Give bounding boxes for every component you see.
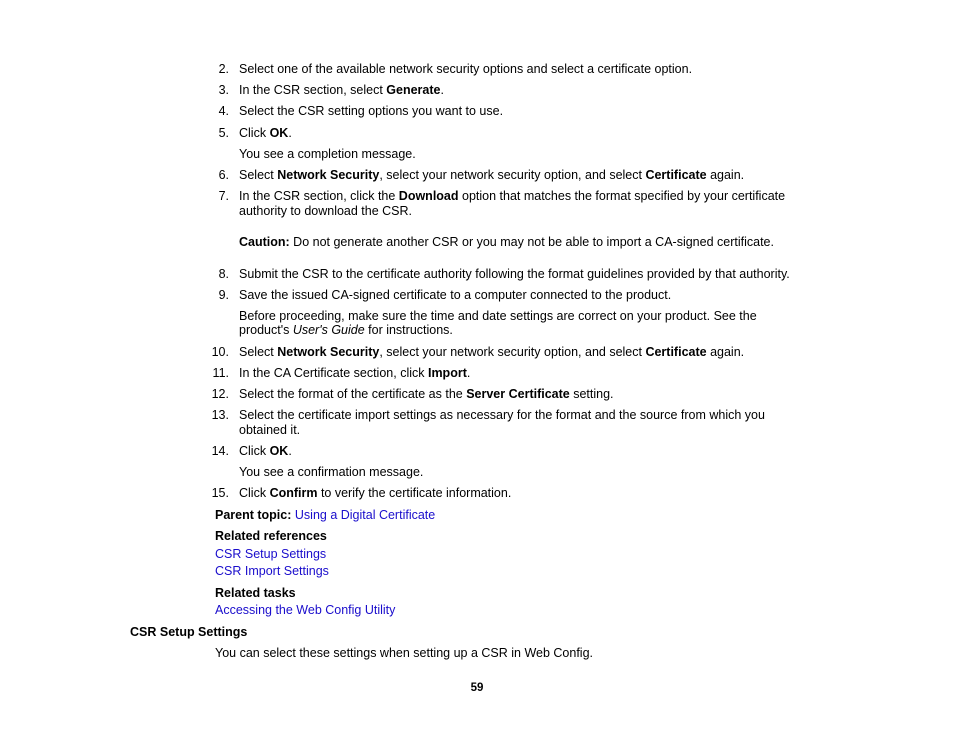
step-text: Select the format of the certificate as the Server Certificate setting. [239,387,614,401]
step-note-continued: product's User's Guide for instructions. [239,323,453,337]
caution-label: Caution: [239,235,290,249]
step-text: Click Confirm to verify the certificate information. [239,486,512,500]
step-text: In the CA Certificate section, click Import. [239,366,471,380]
step-number: 3. [218,83,229,97]
step-text-continued: obtained it. [239,423,301,437]
step-note: You see a completion message. [239,147,416,161]
step-number: 13. [211,408,229,422]
step-text-continued: authority to download the CSR. [239,204,413,218]
step-note: Before proceeding, make sure the time and date settings are correct on your product. See the [239,309,757,323]
step-text: In the CSR section, select Generate. [239,83,444,97]
step-text: Select the certificate import settings as necessary for the format and the source from which you [239,408,765,422]
step-text: Select one of the available network security options and select a certificate option. [239,62,693,76]
step-number: 11. [212,366,229,380]
step-number: 7. [218,189,229,203]
parent-topic-label: Parent topic: [215,508,292,522]
related-reference-link[interactable]: CSR Import Settings [215,564,329,578]
step-number: 10. [211,345,229,359]
step-text: Submit the CSR to the certificate authority following the format guidelines provided by that authority. [239,267,790,281]
step-note: You see a confirmation message. [239,465,424,479]
related-reference-link[interactable]: CSR Setup Settings [215,547,327,561]
step-number: 2. [218,62,229,76]
step-number: 5. [218,126,229,140]
parent-topic [215,508,435,523]
related-task-link[interactable]: Accessing the Web Config Utility [215,603,396,617]
parent-topic-link[interactable]: Using a Digital Certificate [294,508,436,522]
section-intro: You can select these settings when setting up a CSR in Web Config. [215,646,594,660]
step-text: Click OK. [239,126,292,140]
section-heading: CSR Setup Settings [130,625,248,639]
step-text: Save the issued CA-signed certificate to a computer connected to the product. [239,288,672,302]
step-number: 12. [211,387,229,401]
caution-note: Caution: Do not generate another CSR or you may not be able to import a CA-signed certificate. [239,235,774,249]
step-number: 15. [211,486,229,500]
step-number: 6. [218,168,229,182]
step-number: 4. [218,104,229,118]
step-number: 9. [218,288,229,302]
step-text: Select the CSR setting options you want to use. [239,104,504,118]
step-text: Select Network Security, select your network security option, and select Certificate again. [239,168,745,182]
step-number: 8. [218,267,229,281]
step-text: Click OK. [239,444,292,458]
step-number: 14. [211,444,229,458]
related-references-heading: Related references [215,529,327,543]
related-tasks-heading: Related tasks [215,586,296,600]
page-number: 59 [470,682,484,694]
step-text: Select Network Security, select your network security option, and select Certificate again. [239,345,745,359]
step-text: In the CSR section, click the Download option that matches the format specified by your certificate [239,189,786,203]
